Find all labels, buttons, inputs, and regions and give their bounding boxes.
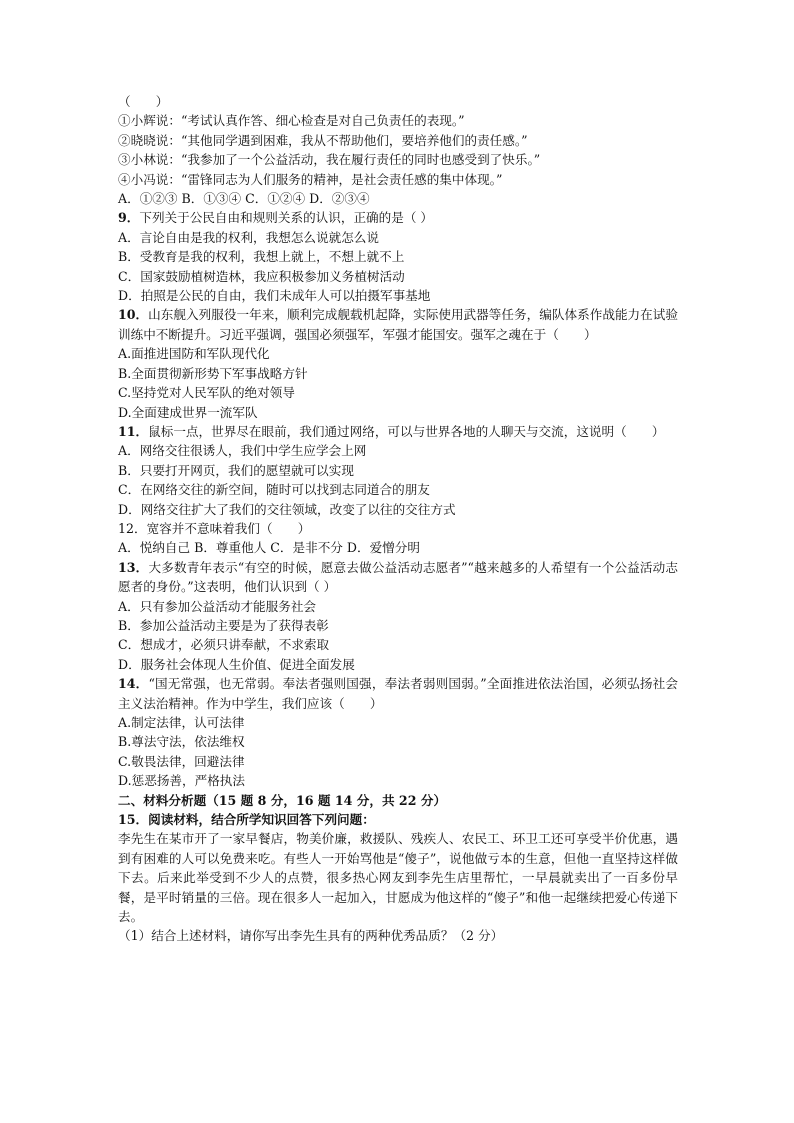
q11-stem: [118, 422, 678, 441]
q13-stem: [118, 558, 678, 597]
q10-option-a: A.面推进国防和军队现代化: [118, 346, 270, 362]
q15-stem-text: 阅读材料，结合所学知识回答下列问题：: [148, 812, 375, 828]
q8-statement-1: ①小辉说：“考试认真作答、细心检查是对自己负责任的表现。”: [118, 113, 465, 129]
q13-option-a: A．只有参加公益活动才能服务社会: [118, 598, 317, 614]
q11-option-c: C．在网络交往的新空间，随时可以找到志同道合的朋友: [118, 482, 430, 498]
q10-number: 10．: [118, 307, 149, 323]
q9-stem-text: 下列关于公民自由和规则关系的认识，正确的是（ ）: [139, 210, 434, 226]
q9-option-c: C．国家鼓励植树造林，我应积极参加义务植树活动: [118, 268, 405, 284]
q14-number: 14．: [118, 676, 149, 692]
q8-paren: （ ）: [118, 94, 169, 109]
q11-number: 11．: [118, 423, 149, 439]
q12-stem: 12．宽容并不意味着我们（ ）: [118, 520, 311, 536]
q9-option-d: D．拍照是公民的自由，我们未成年人可以拍摄军事基地: [118, 288, 431, 304]
q13-stem-text: 大多数青年表示“有空的时候，愿意去做公益活动志愿者”“越来越多的人希望有一个公益活动志愿者的身份。”这表明，他们认识到（ ）: [118, 559, 678, 595]
q11-option-d: D．网络交往扩大了我们的交往领域，改变了以往的交往方式: [118, 501, 456, 517]
q10-option-b: B.全面贯彻新形势下军事战略方针: [118, 365, 308, 381]
q9-number: 9．: [118, 210, 140, 226]
q9-option-a: A．言论自由是我的权利，我想怎么说就怎么说: [118, 229, 379, 245]
q13-number: 13．: [118, 559, 149, 575]
q9-option-b: B．受教育是我的权利，我想上就上，不想上就不上: [118, 249, 405, 265]
q10-option-d: D.全面建成世界一流军队: [118, 404, 258, 420]
q10-option-c: C.坚持党对人民军队的绝对领导: [118, 385, 295, 401]
q15-material: 李先生在某市开了一家早餐店，物美价廉，救援队、残疾人、农民工、环卫工还可享受半价优惠，遇到有困难的人可以免费来吃。有些人一开始骂他是“傻子”，说他做亏本的生意，但他一直坚持这样做下去。后来此举受到不少人的点赞，很多热心网友到李先生店里帮忙，一早晨就卖出了一百多份早餐，是平时销量的三倍。现在很多人一起加入，甘愿成为他这样的“傻子”和他一起继续把爱心传递下去。: [118, 831, 678, 925]
q15-number: 15．: [118, 812, 149, 828]
q10-stem: [118, 305, 678, 344]
q9-stem: [118, 208, 678, 227]
q14-stem-text: “国无常强，也无常弱。奉法者强则国强，奉法者弱则国弱。”全面推进依法治国，必须弘扬社会主义法治精神。作为中学生，我们应该（ ）: [118, 676, 678, 711]
section-2-title: 二、材料分析题（15 题 8 分，16 题 14 分，共 22 分）: [118, 792, 447, 808]
q10-stem-text: 山东舰入列服役一年来，顺利完成舰载机起降，实际使用武器等任务，编队体系作战能力在试验训练中不断提升。习近平强调，强国必须强军，军强才能国安。强军之魂在于（ ）: [118, 307, 679, 342]
q15-stem: [118, 810, 678, 829]
exam-page: [118, 92, 678, 946]
q13-option-c: C．想成才，必须只讲奉献，不求索取: [118, 637, 330, 653]
q13-option-b: B．参加公益活动主要是为了获得表彰: [118, 617, 329, 633]
q8-statement-2: ②晓晓说：“其他同学遇到困难，我从不帮助他们，要培养他们的责任感。”: [118, 132, 528, 148]
q14-option-b: B.尊法守法，依法维权: [118, 734, 245, 750]
q14-option-a: A.制定法律，认可法律: [118, 715, 245, 730]
q8-statement-4: ④小冯说：“雷锋同志为人们服务的精神，是社会责任感的集中体现。”: [118, 171, 503, 187]
q14-stem: [118, 674, 678, 713]
q8-statement-3: ③小林说：“我参加了一个公益活动，我在履行责任的同时也感受到了快乐。”: [118, 152, 541, 168]
q13-option-d: D．服务社会体现人生价值、促进全面发展: [118, 656, 355, 672]
q12-options: A．悦纳自己 B．尊重他人 C．是非不分 D．爱憎分明: [118, 540, 420, 556]
q14-option-d: D.惩恶扬善，严格执法: [118, 773, 245, 789]
q14-option-c: C.敬畏法律，回避法律: [118, 753, 245, 769]
q11-option-b: B．只要打开网页，我们的愿望就可以实现: [118, 462, 354, 478]
q15-subquestion-1: （1）结合上述材料，请你写出李先生具有的两种优秀品质？（2 分）: [118, 928, 504, 944]
q11-option-a: A．网络交往很诱人，我们中学生应学会上网: [118, 443, 367, 459]
q11-stem-text: 鼠标一点，世界尽在眼前，我们通过网络，可以与世界各地的人聊天与交流，这说明（ ）: [148, 423, 665, 439]
q8-options: A．①②③ B．①③④ C．①②④ D．②③④: [118, 191, 370, 207]
